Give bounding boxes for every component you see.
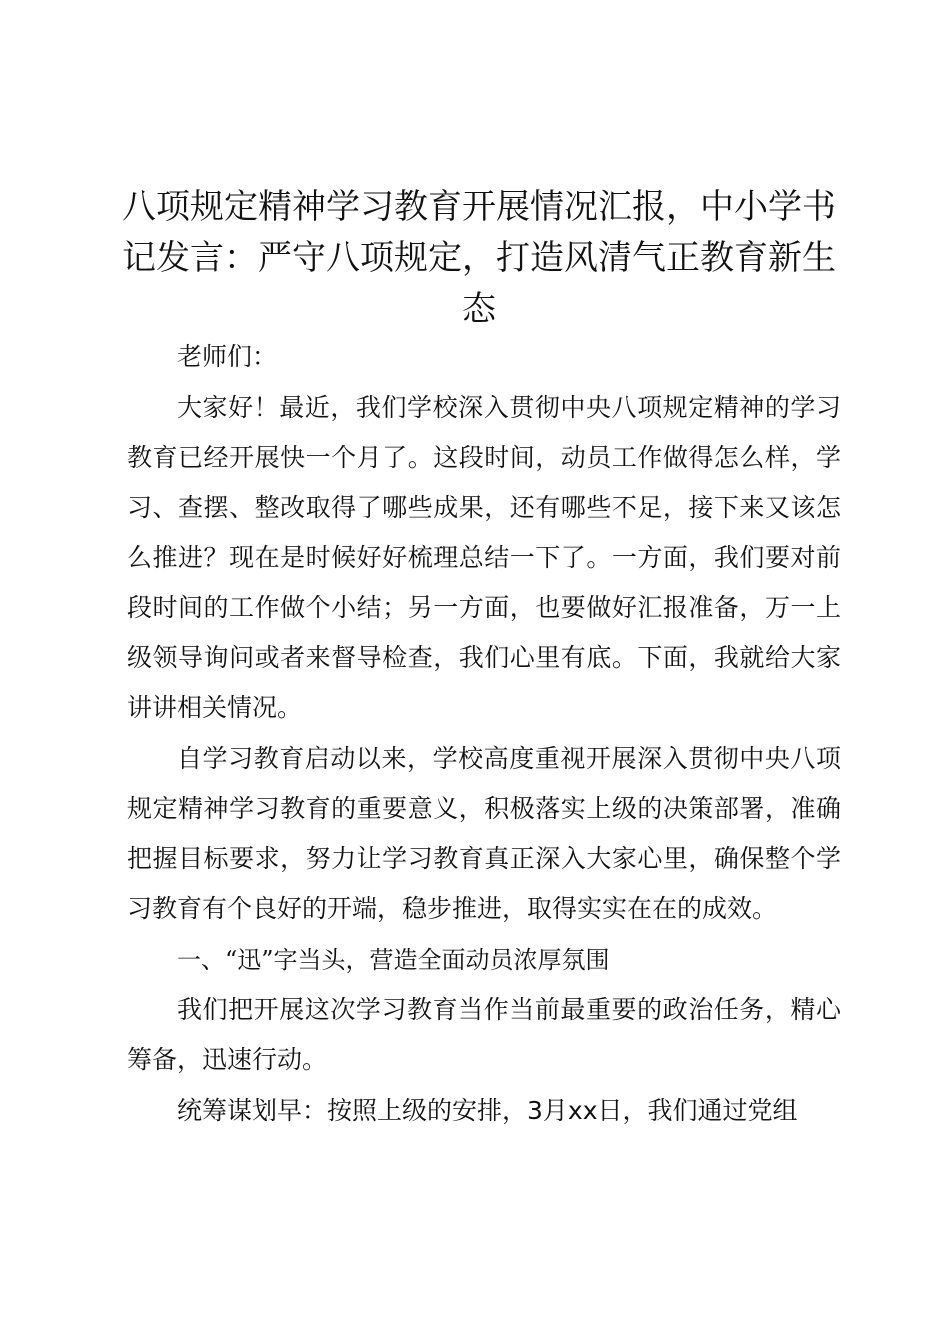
paragraph-overview: 自学习教育启动以来，学校高度重视开展深入贯彻中央八项规定精神学习教育的重要意义，积极落实上级的决策部署，准确把握目标要求，努力让学习教育真正深入大家心里，确保整个学习教育有个良好的开端，稳步推进，取得实实在在的成效。 xyxy=(127,744,841,923)
salutation: 老师们： xyxy=(177,342,278,371)
paragraph-section-1: 我们把开展这次学习教育当作当前最重要的政治任务，精心筹备，迅速行动。 xyxy=(127,995,841,1074)
paragraph-section-2: 统筹谋划早：按照上级的安排，3月xx日，我们通过党组 xyxy=(177,1096,798,1125)
paragraph-opening: 大家好！最近，我们学校深入贯彻中央八项规定精神的学习教育已经开展快一个月了。这段时间，动员工作做得怎么样，学习、查摆、整改取得了哪些成果，还有哪些不足，接下来又该怎么推进？现在是时候好好梳理总结一下了。一方面，我们要对前段时间的工作做个小结；另一方面，也要做好汇报准备，万一上级领导询问或者来督导检查，我们心里有底。下面，我就给大家讲讲相关情况。 xyxy=(127,393,841,722)
document-body xyxy=(127,332,841,1137)
document-title: 八项规定精神学习教育开展情况汇报，中小学书记发言：严守八项规定，打造风清气正教育新生态 xyxy=(122,187,836,329)
section-heading-1: 一、“迅”字当头，营造全面动员浓厚氛围 xyxy=(177,946,610,974)
